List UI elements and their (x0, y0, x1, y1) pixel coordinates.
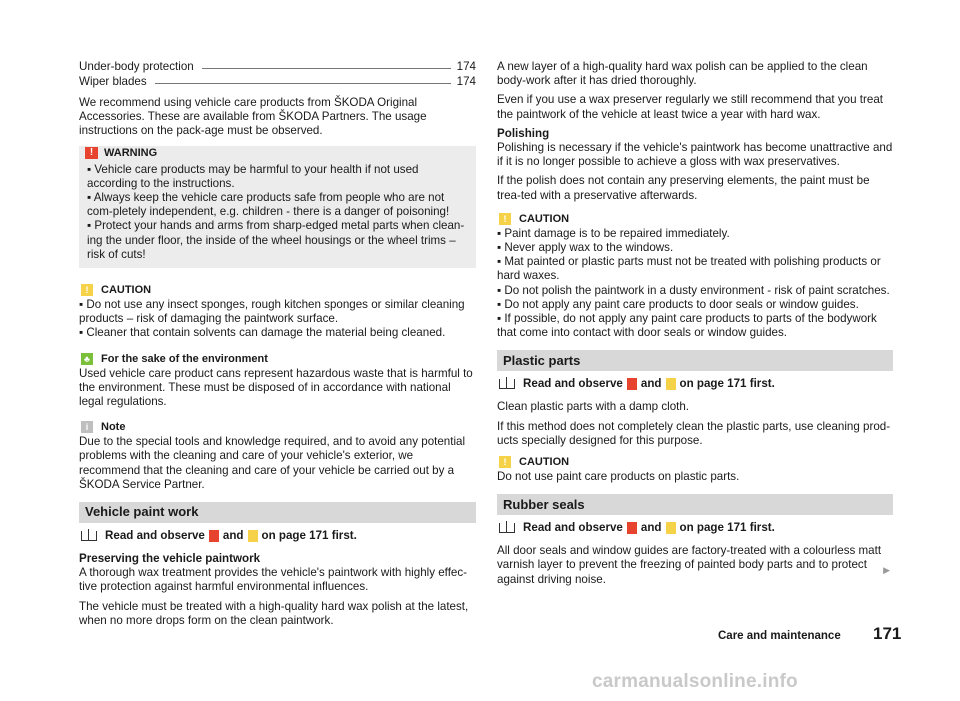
warning-box (79, 146, 476, 268)
caution-icon: ! (499, 456, 511, 468)
caution-item: ▪ If possible, do not apply any paint care products to parts of the bodywork that come into contact with door seals or window guides. (497, 312, 877, 340)
ref-and: and (222, 528, 244, 542)
note-label: Note (101, 421, 126, 434)
caution-label: CAUTION (101, 283, 152, 296)
environment-label: For the sake of the environment (101, 352, 268, 365)
environment-text: Used vehicle care product cans represent hazardous waste that is harmful to the environment. These must be disposed of in accordance with national legal regulations. (79, 366, 473, 409)
reference-line (497, 377, 893, 391)
paragraph: A thorough wax treatment provides the vehicle's paintwork with highly effec-tive protection against harmful environmental influences. (79, 566, 468, 594)
paragraph: A new layer of a high-quality hard wax polish can be applied to the clean body-work after it has dried thoroughly. (497, 60, 868, 88)
caution-item: ▪ Cleaner that contain solvents can damage the material being cleaned. (79, 326, 446, 340)
warning-ref-icon[interactable] (627, 378, 637, 390)
section-title: Rubber seals (503, 496, 585, 512)
page-number: 171 (873, 624, 902, 643)
reference-line (79, 529, 476, 543)
ref-prefix: Read and observe (105, 528, 205, 542)
paragraph: All door seals and window guides are factory-treated with a colourless matt varnish layer to prevent the freezing of painted body parts and to protect against driving noise. (497, 544, 882, 586)
subheading: Preserving the vehicle paintwork (79, 552, 261, 566)
reference-line (497, 521, 893, 535)
caution-header (497, 454, 893, 470)
book-icon (499, 523, 515, 533)
ref-prefix: Read and observe (523, 521, 623, 535)
caution-icon: ! (499, 213, 511, 225)
note-header (79, 419, 476, 435)
caution-item: ▪ Do not use any insect sponges, rough kitchen sponges or similar cleaning products – risk of damaging the paintwork surface. (79, 298, 465, 326)
caution-ref-icon[interactable] (666, 522, 676, 534)
leaf-icon: ♣ (81, 353, 93, 365)
caution-icon: ! (81, 284, 93, 296)
ref-suffix: on page 171 first. (261, 528, 357, 542)
ref-prefix: Read and observe (523, 377, 623, 391)
paragraph: The vehicle must be treated with a high-quality hard wax polish at the latest, when no more drops form on the clean paintwork. (79, 599, 469, 627)
environment-header (79, 351, 476, 367)
book-icon (81, 531, 97, 541)
caution-item: ▪ Mat painted or plastic parts must not be treated with polishing products or hard waxes. (497, 255, 881, 283)
warning-label: WARNING (104, 147, 158, 159)
ref-and: and (640, 521, 662, 535)
watermark: carmanualsonline.info (592, 671, 798, 692)
caution-header (79, 282, 476, 298)
toc-row[interactable] (79, 60, 476, 75)
toc (79, 60, 476, 90)
footer-section-title: Care and maintenance (718, 630, 841, 642)
caution-ref-icon[interactable] (666, 378, 676, 390)
continue-arrow-icon: ▶ (883, 565, 890, 575)
paragraph: Clean plastic parts with a damp cloth. (497, 400, 690, 414)
section-title: Plastic parts (503, 352, 581, 368)
warning-header (79, 146, 476, 161)
caution-body (497, 227, 893, 341)
note-icon: i (81, 421, 93, 433)
ref-and: and (640, 377, 662, 391)
caution-item: ▪ Do not polish the paintwork in a dusty environment - risk of paint scratches. (497, 283, 890, 297)
paragraph: If this method does not completely clean the plastic parts, use cleaning prod-ucts specially designed for this purpose. (497, 419, 891, 447)
warning-icon: ! (85, 147, 98, 159)
caution-item: ▪ Never apply wax to the windows. (497, 241, 674, 255)
section-heading-plastic (497, 350, 893, 371)
caution-label: CAUTION (519, 212, 570, 225)
toc-title: Wiper blades (79, 75, 147, 89)
warning-ref-icon[interactable] (627, 522, 637, 534)
right-column (497, 0, 893, 592)
toc-page: 174 (456, 60, 476, 74)
left-column (79, 0, 476, 633)
caution-ref-icon[interactable] (248, 530, 258, 542)
toc-leader (202, 68, 451, 69)
subheading: Polishing (497, 126, 550, 140)
section-title: Vehicle paint work (85, 504, 199, 520)
paragraph: Polishing is necessary if the vehicle's paintwork has become unattractive and if it is no longer possible to achieve a gloss with wax preservatives. (497, 141, 893, 169)
caution-body (79, 298, 476, 341)
warning-item: ▪ Vehicle care products may be harmful to your health if not used according to the instructions. (87, 162, 419, 190)
toc-row[interactable] (79, 75, 476, 90)
ref-suffix: on page 171 first. (679, 521, 775, 535)
toc-title: Under-body protection (79, 60, 194, 74)
warning-item: ▪ Always keep the vehicle care products safe from people who are not com-pletely independent, e.g. children - there is a danger of poisoning! (87, 191, 450, 219)
paragraph: Even if you use a wax preserver regularly we still recommend that you treat the paintwork of the vehicle at least twice a year with hard wax. (497, 93, 883, 121)
intro-paragraph: We recommend using vehicle care products from ŠKODA Original Accessories. These are available from ŠKODA Partners. The usage instructions on the pack-age must be observed. (79, 96, 427, 138)
section-heading-rubber (497, 494, 893, 515)
warning-ref-icon[interactable] (209, 530, 219, 542)
caution-item: ▪ Do not apply any paint care products to door seals or window guides. (497, 297, 859, 311)
toc-leader (155, 83, 451, 84)
warning-item: ▪ Protect your hands and arms from sharp-edged metal parts when clean-ing the under floor, the inside of the wheel housings or the wheel trims – risk of cuts! (87, 219, 465, 261)
caution-label: CAUTION (519, 455, 570, 468)
ref-suffix: on page 171 first. (679, 377, 775, 391)
caution-header (497, 211, 893, 227)
warning-body (79, 161, 476, 268)
book-icon (499, 379, 515, 389)
caution-item: ▪ Paint damage is to be repaired immediately. (497, 226, 730, 240)
paragraph: If the polish does not contain any preserving elements, the paint must be trea-ted with a preservative afterwards. (497, 174, 870, 202)
note-text: Due to the special tools and knowledge required, and to avoid any potential problems with the cleaning and care of your vehicle's exterior, we recommend that the cleaning and care of your vehicle be carried out by a ŠKODA Service Partner. (79, 435, 466, 491)
caution-text: Do not use paint care products on plastic parts. (497, 470, 740, 484)
toc-page: 174 (456, 75, 476, 89)
section-heading-paint (79, 502, 476, 523)
